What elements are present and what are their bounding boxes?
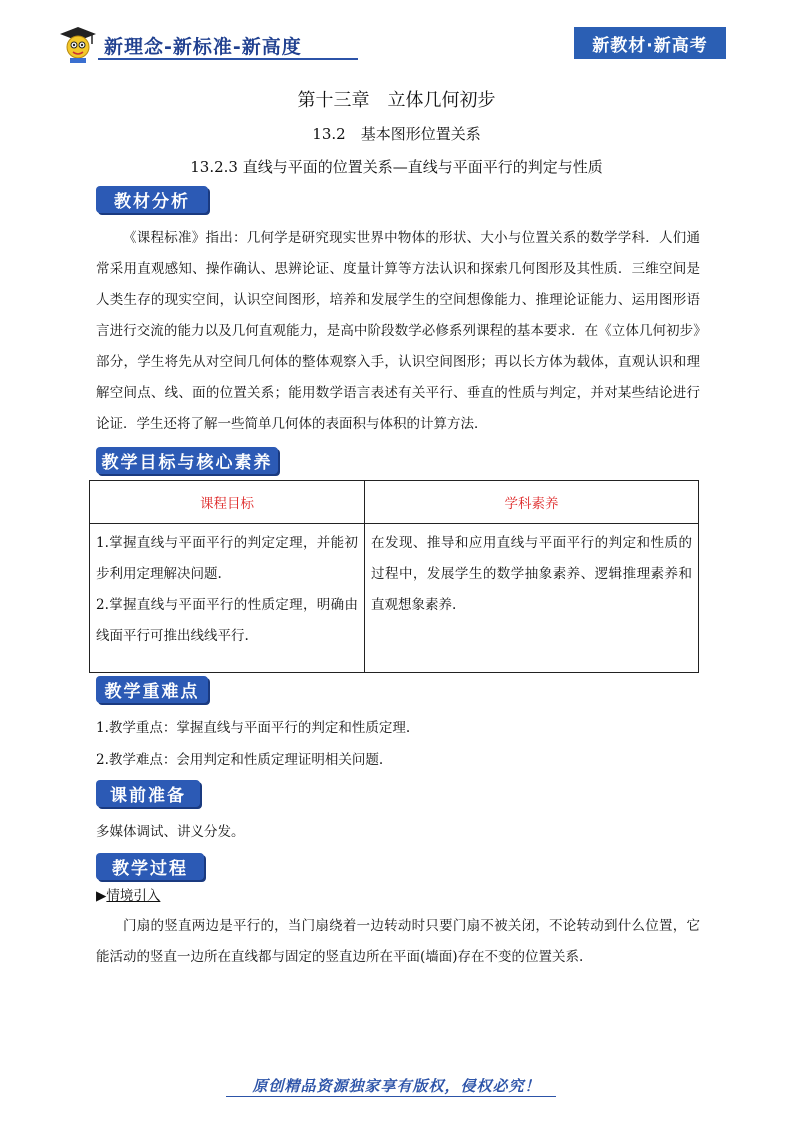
section-badge-analysis: 教材分析 <box>96 186 208 213</box>
header-slogan: 新理念-新标准-新高度 <box>104 36 302 58</box>
graduate-cartoon-icon <box>56 24 100 64</box>
table-cell-literacy <box>365 524 699 673</box>
section-badge-preparation: 课前准备 <box>96 780 200 807</box>
literacy-text: 在发现、推导和应用直线与平面平行的判定和性质的过程中，发展学生的数学抽象素养、逻辑推理素养和直观想象素养. <box>371 535 692 613</box>
subsection-title: 13.2.3 直线与平面的位置关系—直线与平面平行的判定与性质 <box>190 158 603 176</box>
header-underline <box>98 58 358 60</box>
table-header-course-goals: 课程目标 <box>90 481 365 524</box>
section-title: 13.2 基本图形位置关系 <box>312 125 481 143</box>
section-badge-process: 教学过程 <box>96 853 204 880</box>
scenario-subheading <box>96 884 160 904</box>
preparation-text: 多媒体调试、讲义分发。 <box>96 824 245 840</box>
table-header-literacy: 学科素养 <box>365 481 699 524</box>
header-badge: 新教材·新高考 <box>574 27 726 59</box>
section-badge-goals: 教学目标与核心素养 <box>96 447 278 474</box>
section-badge-key-points: 教学重难点 <box>96 676 208 703</box>
course-goal-item: 2.掌握直线与平面平行的性质定理，明确由线面平行可推出线线平行. <box>96 597 358 644</box>
chapter-title: 第十三章 立体几何初步 <box>297 90 496 111</box>
goals-table <box>89 480 699 673</box>
footer-underline <box>226 1096 556 1097</box>
process-paragraph: 门扇的竖直两边是平行的，当门扇绕着一边转动时只要门扇不被关闭，不论转动到什么位置，它能活动的竖直一边所在直线都与固定的竖直边所在平面(墙面)存在不变的位置关系. <box>96 918 700 965</box>
difficulty-item: 2.教学难点：会用判定和性质定理证明相关问题. <box>96 752 384 768</box>
triangle-right-icon: ▶ <box>96 888 107 904</box>
table-cell-course-goals <box>90 524 365 673</box>
course-goal-item: 1.掌握直线与平面平行的判定定理，并能初步利用定理解决问题. <box>96 535 358 582</box>
key-point-item: 1.教学重点：掌握直线与平面平行的判定和性质定理. <box>96 720 411 736</box>
footer-copyright: 原创精品资源独家享有版权，侵权必究！ <box>252 1077 541 1095</box>
analysis-paragraph: 《课程标准》指出：几何学是研究现实世界中物体的形状、大小与位置关系的数学学科．人们通常采用直观感知、操作确认、思辨论证、度量计算等方法认识和探索几何图形及其性质．三维空间是人类生存的现实空间，认识空间图形，培养和发展学生的空间想像能力、推理论证能力、运用图形语言进行交流的能力以及几何直观能力，是高中阶段数学必修系列课程的基本要求．在《立体几何初步》部分，学生将先从对空间几何体的整体观察入手，认识空间图形；再以长方体为载体，直观认识和理解空间点、线、面的位置关系；能用数学语言表述有关平行、垂直的性质与判定，并对某些结论进行论证．学生还将了解一些简单几何体的表面积与体积的计算方法． <box>96 230 700 432</box>
scenario-subheading-label: 情境引入 <box>106 888 161 904</box>
